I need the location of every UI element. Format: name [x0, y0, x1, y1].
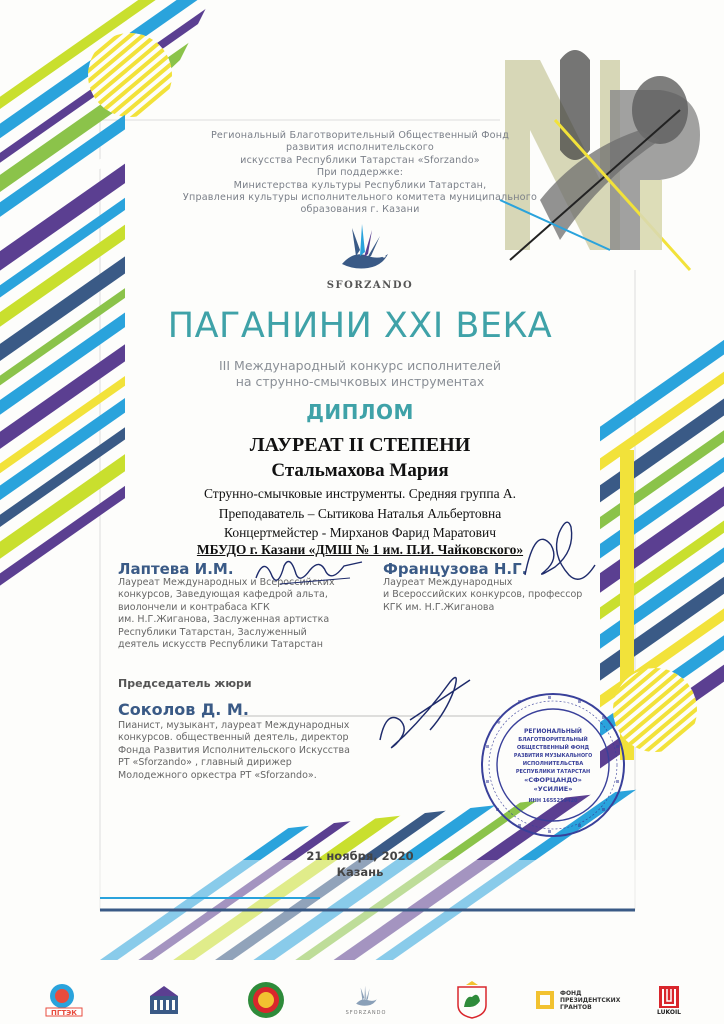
kazan-emblem-icon: [456, 981, 488, 1019]
pgtek-label: ПГТЭК: [51, 1009, 77, 1017]
organizer-line: искусства Республики Татарстан «Sforzando»: [240, 154, 480, 166]
chairman-desc-line: РТ «Sforzando» , главный дирижер: [118, 757, 292, 769]
stamp-line: «СФОРЦАНДО»: [524, 776, 582, 784]
category-line: Струнно-смычковые инструменты. Средняя группа А.: [203, 486, 517, 501]
page-title: ПАГАНИНИ XXI ВЕКА: [167, 306, 553, 346]
stamp-line: ИСПОЛНИТЕЛЬСТВА: [522, 761, 584, 767]
building-logo: [146, 980, 182, 1020]
stamp-line: ИНН 1655259420: [528, 798, 578, 804]
presidential-grants-logo: [530, 980, 624, 1020]
bird-logo-icon: [334, 220, 394, 278]
chairman-desc-line: Молодежного оркестра РТ «Sforzando».: [118, 769, 317, 781]
sforzando-footer-logo: [342, 980, 390, 1020]
signature-frantsuzova: [515, 515, 605, 595]
organizer-line: Министерства культуры Республики Татарстан,: [233, 179, 487, 191]
organization-stamp: [478, 690, 628, 840]
stamp-line: РЕСПУБЛИКИ ТАТАРСТАН: [515, 769, 591, 775]
stamp-line: «УСИЛИЕ»: [533, 785, 573, 793]
sponsor-logos: [0, 980, 724, 1020]
jury-name: Французова Н.Г.: [383, 560, 528, 578]
signature-laptieva: [250, 548, 370, 592]
lukoil-logo: [652, 980, 686, 1020]
city-text: Казань: [336, 865, 384, 879]
subtitle-line: на струнно-смычковых инструментах: [235, 374, 485, 389]
jury-name: Лаптева И.М.: [118, 560, 234, 578]
bird-small-icon: [351, 984, 381, 1010]
stamp-line: ОБЩЕСТВЕННЫЙ ФОНД: [516, 745, 590, 751]
chairman-desc-line: Пианист, музыкант, лауреат Международных: [118, 720, 350, 731]
organizer-line: образования г. Казани: [300, 204, 420, 216]
stamp-line: РЕГИОНАЛЬНЫЙ: [524, 728, 582, 735]
sforzando-footer-label: SFORZANDO: [345, 1010, 387, 1016]
chairman-desc-line: конкурсов. общественный деятель, директор: [118, 732, 349, 744]
stamp-line: БЛАГОТВОРИТЕЛЬНЫЙ: [518, 737, 588, 743]
accompanist-line: Концертмейстер - Мирханов Фарид Маратович: [223, 525, 497, 540]
chairman-name: Соколов Д. М.: [118, 700, 249, 719]
diploma-heading: ДИПЛОМ: [306, 400, 414, 424]
school-line: МБУДО г. Казани «ДМШ № 1 им. П.И. Чайковского»: [196, 542, 524, 557]
jury-desc-line: им. Н.Г.Жиганова, Заслуженная артистка: [118, 614, 330, 626]
chairman-desc-line: Фонда Развития Исполнительского Искусства: [118, 744, 350, 756]
organizer-line: Управления культуры исполнительного комитета муниципального: [182, 192, 538, 204]
jury-desc-line: деятель искусств Республики Татарстан: [118, 639, 324, 651]
organizer-line: Региональный Благотворительный Общественный Фонд: [210, 130, 510, 141]
organizer-block: [150, 130, 570, 217]
subtitle: [150, 358, 570, 390]
teacher-line: Преподаватель – Сытикова Наталья Альбертовна: [218, 506, 502, 521]
chairman-description: [118, 720, 350, 782]
brand-name: SFORZANDO: [326, 280, 414, 291]
organizer-line: развития исполнительского: [285, 142, 435, 154]
organizer-line: При поддержке:: [316, 167, 404, 179]
pgtek-icon: [42, 980, 86, 1020]
jury-desc-line: КГК им. Н.Г.Жиганова: [383, 601, 495, 613]
lukoil-label: LUKOIL: [656, 1008, 682, 1016]
tatarstan-emblem-logo: [246, 980, 286, 1020]
grants-icon: [534, 989, 556, 1011]
jury-desc-line: Лауреат Международных: [383, 577, 513, 588]
signature-sokolov: [370, 660, 480, 760]
subtitle-line: III Международный конкурс исполнителей: [219, 358, 501, 373]
stamp-line: РАЗВИТИЯ МУЗЫКАЛЬНОГО: [513, 754, 593, 759]
jury-desc-line: виолончели и контрабаса КГК: [118, 601, 270, 613]
chairman-label: Председатель жюри: [118, 677, 252, 690]
jury-desc-line: Республики Татарстан, Заслуженный: [118, 626, 307, 638]
kazan-emblem-logo: [456, 980, 488, 1020]
jury-desc-line: конкурсов, Заведующая кафедрой альта,: [118, 589, 328, 601]
jury-desc-line: и Всероссийских конкурсов, профессор: [383, 589, 583, 601]
tatarstan-emblem-icon: [246, 980, 286, 1020]
building-icon: [146, 982, 182, 1018]
grants-label: ФОНД ПРЕЗИДЕНТСКИХ ГРАНТОВ: [560, 989, 621, 1011]
pgtek-logo: [42, 980, 86, 1020]
laureate-degree: ЛАУРЕАТ II СТЕПЕНИ: [249, 434, 471, 456]
date-text: 21 ноября, 2020: [306, 849, 414, 863]
jury-desc-line: Лауреат Международных и Всероссийских: [118, 577, 335, 588]
date-block: [290, 848, 430, 880]
recipient-name: Стальмахова Мария: [271, 460, 449, 481]
lukoil-icon: [658, 985, 680, 1009]
